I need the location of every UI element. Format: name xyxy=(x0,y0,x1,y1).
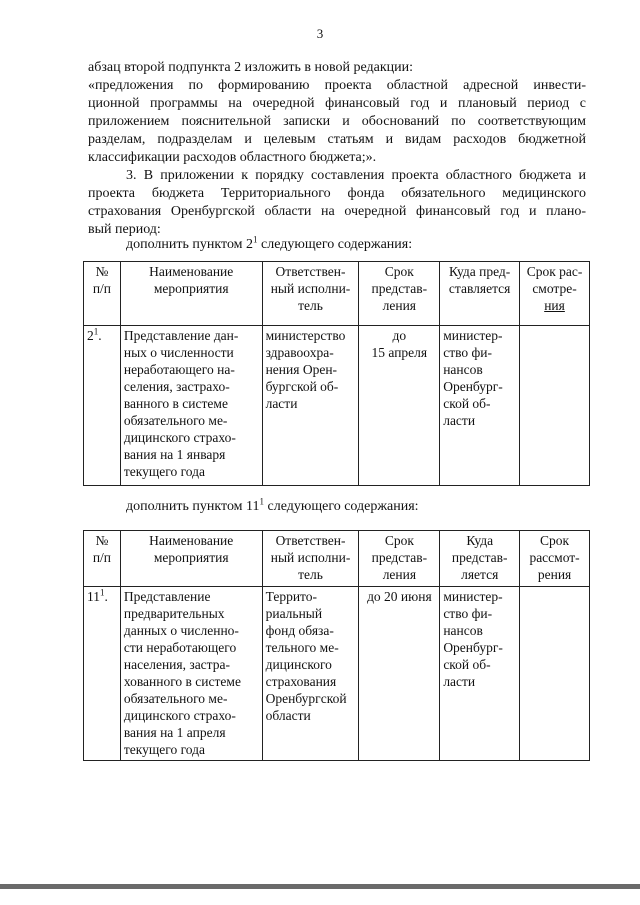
row-number: $11^1$. xyxy=(84,587,121,761)
header-deadline: Срок представ- ления xyxy=(359,262,440,326)
header-name: Наименование мероприятия xyxy=(120,531,262,587)
paragraph-line: абзац второй подпункта 2 изложить в новой редакции: xyxy=(88,60,414,75)
row-destination: министер- ство фи- нансов Оренбург- ской об- ласти xyxy=(440,587,520,761)
row-destination: министер- ство фи- нансов Оренбург- ской об- ласти xyxy=(440,326,520,486)
quote-line: классификации расходов областного бюджета;». xyxy=(88,150,377,165)
header-responsible: Ответствен- ный исполни- тель xyxy=(262,262,359,326)
header-review: Срок рассмот- рения xyxy=(520,531,590,587)
paragraph-line: проекта бюджета Территориального фонда обязательного медицинского xyxy=(88,186,586,201)
row-deadline: до 20 июня xyxy=(359,587,440,761)
table-point-2-1 xyxy=(83,261,590,486)
header-deadline: Срок представ- ления xyxy=(359,531,440,587)
header-number: № п/п xyxy=(84,262,121,326)
row-name: Представление дан- ных о численности неработающего на- селения, застрахо- ванного в системе обязательного ме- дицинского страхо- вания на 1 января текущего года xyxy=(120,326,262,486)
quote-line: ционной программы на очередной финансовый год и плановый период с xyxy=(88,96,586,111)
header-review: Срок рас- смотре- ния xyxy=(520,262,590,326)
table-row xyxy=(84,326,590,486)
table-point-11-1 xyxy=(83,530,590,761)
paragraph-line: вый период: xyxy=(88,222,161,237)
row-deadline: до 15 апреля xyxy=(359,326,440,486)
header-name: Наименование мероприятия xyxy=(120,262,262,326)
header-number: № п/п xyxy=(84,531,121,587)
row-name: Представление предварительных данных о численно- сти неработающего населения, застра- хованного в системе обязательного ме- дицинского страхо- вания на 1 апреля текущего года xyxy=(120,587,262,761)
add-point-2-1-text: дополнить пунктом $2^1$ следующего содержания: xyxy=(126,234,413,252)
add-point-11-1-text: дополнить пунктом $11^1$ следующего содержания: xyxy=(126,496,419,514)
table-row xyxy=(84,587,590,761)
paragraph-line: 3. В приложении к порядку составления проекта областного бюджета и xyxy=(126,168,586,183)
quote-line: приложением пояснительной записки и обоснований по соответствующим xyxy=(88,114,586,129)
header-destination: Куда пред- ставляется xyxy=(440,262,520,326)
paragraph-line: страхования Оренбургской области на очередной финансовый год и плано- xyxy=(88,204,586,219)
quote-line: разделам, подразделам и целевым статьям и видам расходов бюджетной xyxy=(88,132,586,147)
row-responsible: министерство здравоохра- нения Орен- бургской об- ласти xyxy=(262,326,359,486)
row-review xyxy=(520,587,590,761)
table-header-row xyxy=(84,262,590,326)
row-number: $2^1$. xyxy=(84,326,121,486)
page-number: 3 xyxy=(316,26,324,41)
row-responsible: Террито- риальный фонд обяза- тельного ме- дицинского страхования Оренбургской области xyxy=(262,587,359,761)
header-destination: Куда представ- ляется xyxy=(440,531,520,587)
quote-line: «предложения по формированию проекта областной адресной инвести- xyxy=(88,78,586,93)
header-responsible: Ответствен- ный исполни- тель xyxy=(262,531,359,587)
scan-edge-divider xyxy=(0,884,640,889)
row-review xyxy=(520,326,590,486)
table-header-row xyxy=(84,531,590,587)
